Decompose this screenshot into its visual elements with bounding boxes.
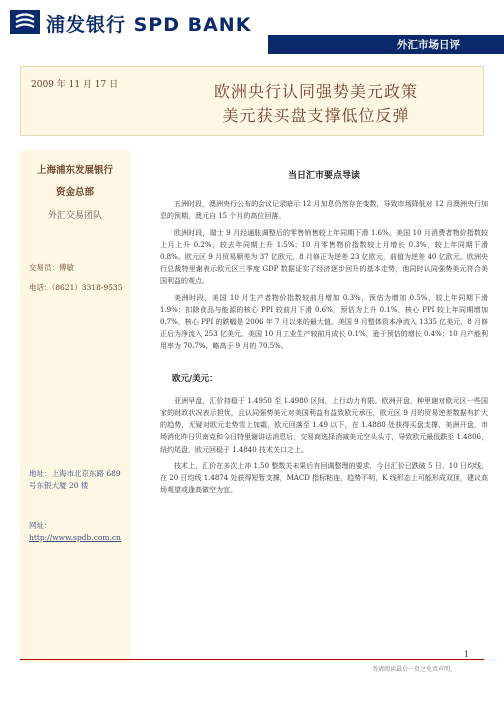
brand-name: 浦发银行 SPD BANK bbox=[46, 14, 252, 36]
section-title: 当日汇市要点导读 bbox=[287, 171, 360, 181]
footer-divider bbox=[20, 659, 484, 660]
department-name: 资金总部 bbox=[55, 187, 94, 198]
report-title-line2: 美元获买盘支撑低位反弹 bbox=[222, 106, 410, 125]
office-address: 地址：上海市北京东路 689 号东银大厦 20 楼 bbox=[29, 469, 121, 490]
page-number: 1 bbox=[464, 650, 470, 659]
contact-sidebar bbox=[20, 150, 130, 663]
eurusd-subtitle: 欧元/美元： bbox=[172, 373, 218, 384]
title-block bbox=[20, 66, 484, 136]
report-header bbox=[0, 0, 504, 52]
bank-name: 上海浦东发展银行 bbox=[36, 165, 113, 176]
spd-logo-icon bbox=[10, 10, 40, 34]
website-link[interactable]: http://www.spdb.com.cn bbox=[29, 533, 121, 542]
main-content bbox=[160, 170, 488, 500]
website-label: 网址： bbox=[29, 521, 52, 530]
eurusd-technical-paragraph: 技术上，汇价在多次上冲 1.50 整数关未果后有回调整理的要求，今日汇价已跌破 5 日、10 日均线，在 20 日均线 1.4874 处获得短暂支撑，MACD 指标粘连，趋势不明，K 线形态上可能形成双顶，建议高场观望或逢高做空为宜。 bbox=[160, 461, 488, 495]
america-session-paragraph: 美洲时段，美国 10 月生产者物价指数较前月增加 0.3%，预估为增加 0.5%，较上年同期下滑 1.9%；扣除食品与能源的核心 PPI 较前月下滑 0.6%，预估为上升 0.1%，核心 PPI 较上年同期增加 0.7%，核心 PPI 的跌幅是 2006 年 7 月以来的最大值。美国 9 月整体资本净流入 1335 亿美元，8 月修正后为净流入 253 亿美元。美国 10 月工业生产较前月成长 0.1%，逊于预估的增长 0.4%；10 月产能利用率为 70.7%，略高于 9 月的 70.5%。 bbox=[160, 293, 488, 351]
asia-session-paragraph: 五洲时段，澳洲央行公布的会议记录暗示 12 月加息仍然存在变数，导致市场降低对 12 月澳洲央行加息的预期，澳元自 15 个月的高位回落。 bbox=[160, 200, 488, 221]
phone-number: 电话：（8621）3318-9535 bbox=[29, 283, 123, 292]
report-type: 外汇市场日评 bbox=[397, 39, 460, 51]
report-type-bar bbox=[268, 35, 504, 54]
team-name: 外汇交易团队 bbox=[47, 211, 102, 221]
eurusd-market-paragraph: 亚洲早盘，汇价持稳于 1.4950 至 1.4980 区间，上行动力有限。欧洲开盘，种里谢对欧元区一些国家的财政状况表示担忧，且认同强势美元对美国利益有益致欧元承压，欧元区 9 月的贸易逆差数据有扩大的趋势，无疑对欧元走势雪上加霜，欧元回落至 1.49 以下，在 1.4880 处获得买盘支撑，美洲开盘，市场消化昨日贝南克和今日特里谢讲话消息后，交易商选择消减美元空头头寸，导致欧元最低跌至 1.4806，纽约尾盘，欧元回稳于 1.4840 技术关口之上。 bbox=[160, 396, 488, 454]
report-date: 2009 年 11 月 17 日 bbox=[31, 80, 119, 90]
report-title-line1: 欧洲央行认同强势美元政策 bbox=[213, 82, 418, 101]
trader-name: 交易员：傅敏 bbox=[29, 263, 74, 272]
disclaimer-note: 务请阅读最后一页之免责声明。 bbox=[372, 666, 457, 673]
europe-session-paragraph: 欧洲时段，瑞士 9 月经通胀调整后的零售销售较上年同期下滑 1.6%。美国 10 月消费者物价指数较上月上升 0.2%，较去年同期上升 1.5%；10 月零售物价指数较上月增长 0.3%，较上年同期下滑 0.8%。欧元区 9 月贸易顺差为 37 亿欧元，8 月修正为逆差 23 亿欧元，前值为逆差 40 亿欧元。欧洲央行总裁特里谢表示欧元区三季度 GDP 数据证实了经济逐步回升的基本走势，他同时认同强势美元符合美国利益的观点。 bbox=[160, 228, 488, 286]
